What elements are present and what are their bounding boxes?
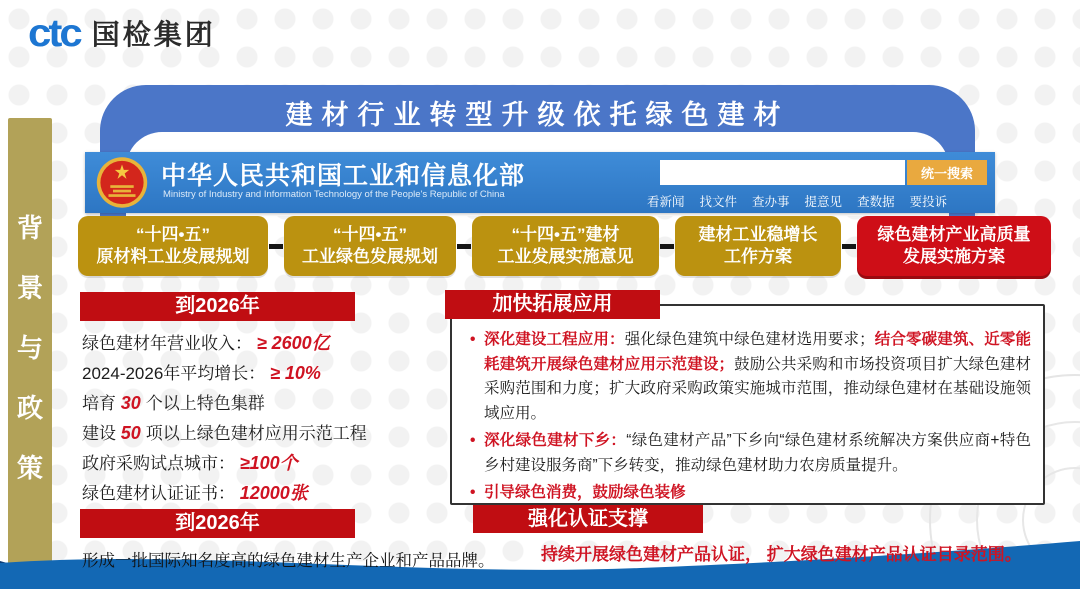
targets-2026-header: 到2026年 bbox=[80, 292, 355, 321]
highlight-segment: 引导绿色消费，鼓励绿色装修 bbox=[484, 484, 686, 501]
text-segment: 培育 bbox=[82, 394, 121, 413]
miit-link[interactable]: 提意见 bbox=[804, 195, 843, 209]
china-national-emblem-icon bbox=[95, 155, 149, 210]
highlight-segment: ≥ 10% bbox=[270, 363, 321, 383]
text-segment: 建设 bbox=[82, 424, 121, 443]
text-segment: 个以上特色集群 bbox=[145, 394, 265, 413]
miit-link[interactable]: 看新闻 bbox=[647, 195, 685, 209]
ctc-logo-name: 国检集团 bbox=[91, 19, 216, 50]
miit-link[interactable]: 要投诉 bbox=[909, 195, 948, 209]
certification-text: 持续开展绿色建材产品认证， 扩大绿色建材产品认证目录范围。 bbox=[541, 545, 1022, 564]
text-segment: 鼓励公共采购和市场投资项目扩大绿色建材采购范围和力度；扩大政府采购政策实施城市范围，推动绿色建材在基础设施领域应用。 bbox=[484, 355, 1031, 422]
targets-2026-list bbox=[82, 329, 444, 509]
policy-flow bbox=[78, 216, 1051, 276]
text-segment: 绿色建材年营业收入： bbox=[82, 334, 257, 353]
highlight-segment: 深化建设工程应用： bbox=[484, 331, 625, 348]
target-stat-line bbox=[82, 479, 444, 508]
brand-2026-header: 到2026年 bbox=[80, 509, 355, 538]
sidebar-char: 背 bbox=[16, 213, 43, 243]
miit-title: 中华人民共和国工业和信息化部 bbox=[161, 162, 526, 190]
ctc-logo-mark: ctc bbox=[28, 10, 80, 55]
flow-connector bbox=[457, 244, 471, 249]
text-segment: 强化绿色建筑中绿色建材选用要求； bbox=[624, 331, 875, 348]
highlight-segment: 30 bbox=[120, 393, 146, 413]
application-bullet bbox=[468, 481, 1031, 506]
sidebar-char: 与 bbox=[16, 333, 43, 363]
highlight-segment: 12000张 bbox=[239, 483, 308, 503]
miit-links bbox=[647, 192, 947, 210]
highlight-segment: 结合零碳建筑、近零能耗建筑开展绿色建材应用示范建设； bbox=[484, 331, 1031, 373]
application-bullet bbox=[468, 429, 1031, 478]
miit-website-header bbox=[85, 152, 995, 213]
certification-header: 强化认证支撑 bbox=[473, 505, 703, 533]
sidebar-char: 政 bbox=[16, 393, 43, 423]
target-stat-line bbox=[82, 329, 444, 358]
text-segment: 项以上绿色建材应用示范工程 bbox=[145, 424, 367, 443]
sidebar-char: 策 bbox=[16, 453, 43, 483]
highlight-segment: ≥100个 bbox=[239, 453, 298, 473]
target-stat-line bbox=[82, 419, 444, 448]
search-button[interactable]: 统一搜索 bbox=[907, 160, 987, 185]
sidebar-char: 景 bbox=[16, 273, 43, 303]
flow-connector bbox=[660, 244, 674, 249]
highlight-segment: ≥ 2600亿 bbox=[256, 333, 330, 353]
application-bullet bbox=[468, 328, 1031, 426]
brand-2026-text: 形成一批国际知名度高的绿色建材生产企业和产品品牌。 bbox=[82, 552, 495, 570]
text-segment: 绿色建材认证证书： bbox=[82, 484, 240, 503]
miit-link[interactable]: 查办事 bbox=[752, 195, 790, 209]
text-segment: 政府采购试点城市： bbox=[82, 454, 240, 473]
miit-link[interactable]: 找文件 bbox=[699, 195, 738, 209]
search-input[interactable] bbox=[660, 160, 905, 185]
application-header: 加快拓展应用 bbox=[445, 290, 660, 319]
slide-title: 建材行业转型升级依托绿色建材 bbox=[285, 100, 790, 130]
highlight-segment: 50 bbox=[120, 423, 146, 443]
text-segment: “绿色建材产品”下乡向“绿色建材系统解决方案供应商+特色乡村建设服务商”下乡转变，推动绿色建材助力农房质量提升。 bbox=[484, 432, 1031, 474]
policy-box: “十四•五” 原材料工业发展规划 bbox=[78, 216, 268, 276]
miit-link[interactable]: 查数据 bbox=[857, 195, 895, 209]
policy-box: “十四•五”建材 工业发展实施意见 bbox=[472, 216, 659, 276]
policy-box: 建材工业稳增长 工作方案 bbox=[675, 216, 841, 276]
text-segment: 2024-2026年平均增长： bbox=[82, 364, 271, 383]
application-panel bbox=[450, 304, 1045, 505]
policy-box: 绿色建材产业高质量 发展实施方案 bbox=[857, 216, 1051, 276]
highlight-segment: 深化绿色建材下乡： bbox=[484, 432, 627, 449]
target-stat-line bbox=[82, 359, 444, 388]
flow-connector bbox=[842, 244, 856, 249]
section-sidebar-background-policy bbox=[8, 118, 52, 575]
flow-connector bbox=[269, 244, 283, 249]
miit-subtitle: Ministry of Industry and Information Technology of the People's Republic of China bbox=[163, 189, 505, 200]
policy-box: “十四•五” 工业绿色发展规划 bbox=[284, 216, 456, 276]
target-stat-line bbox=[82, 389, 444, 418]
target-stat-line bbox=[82, 449, 444, 478]
ctc-logo bbox=[28, 12, 216, 54]
